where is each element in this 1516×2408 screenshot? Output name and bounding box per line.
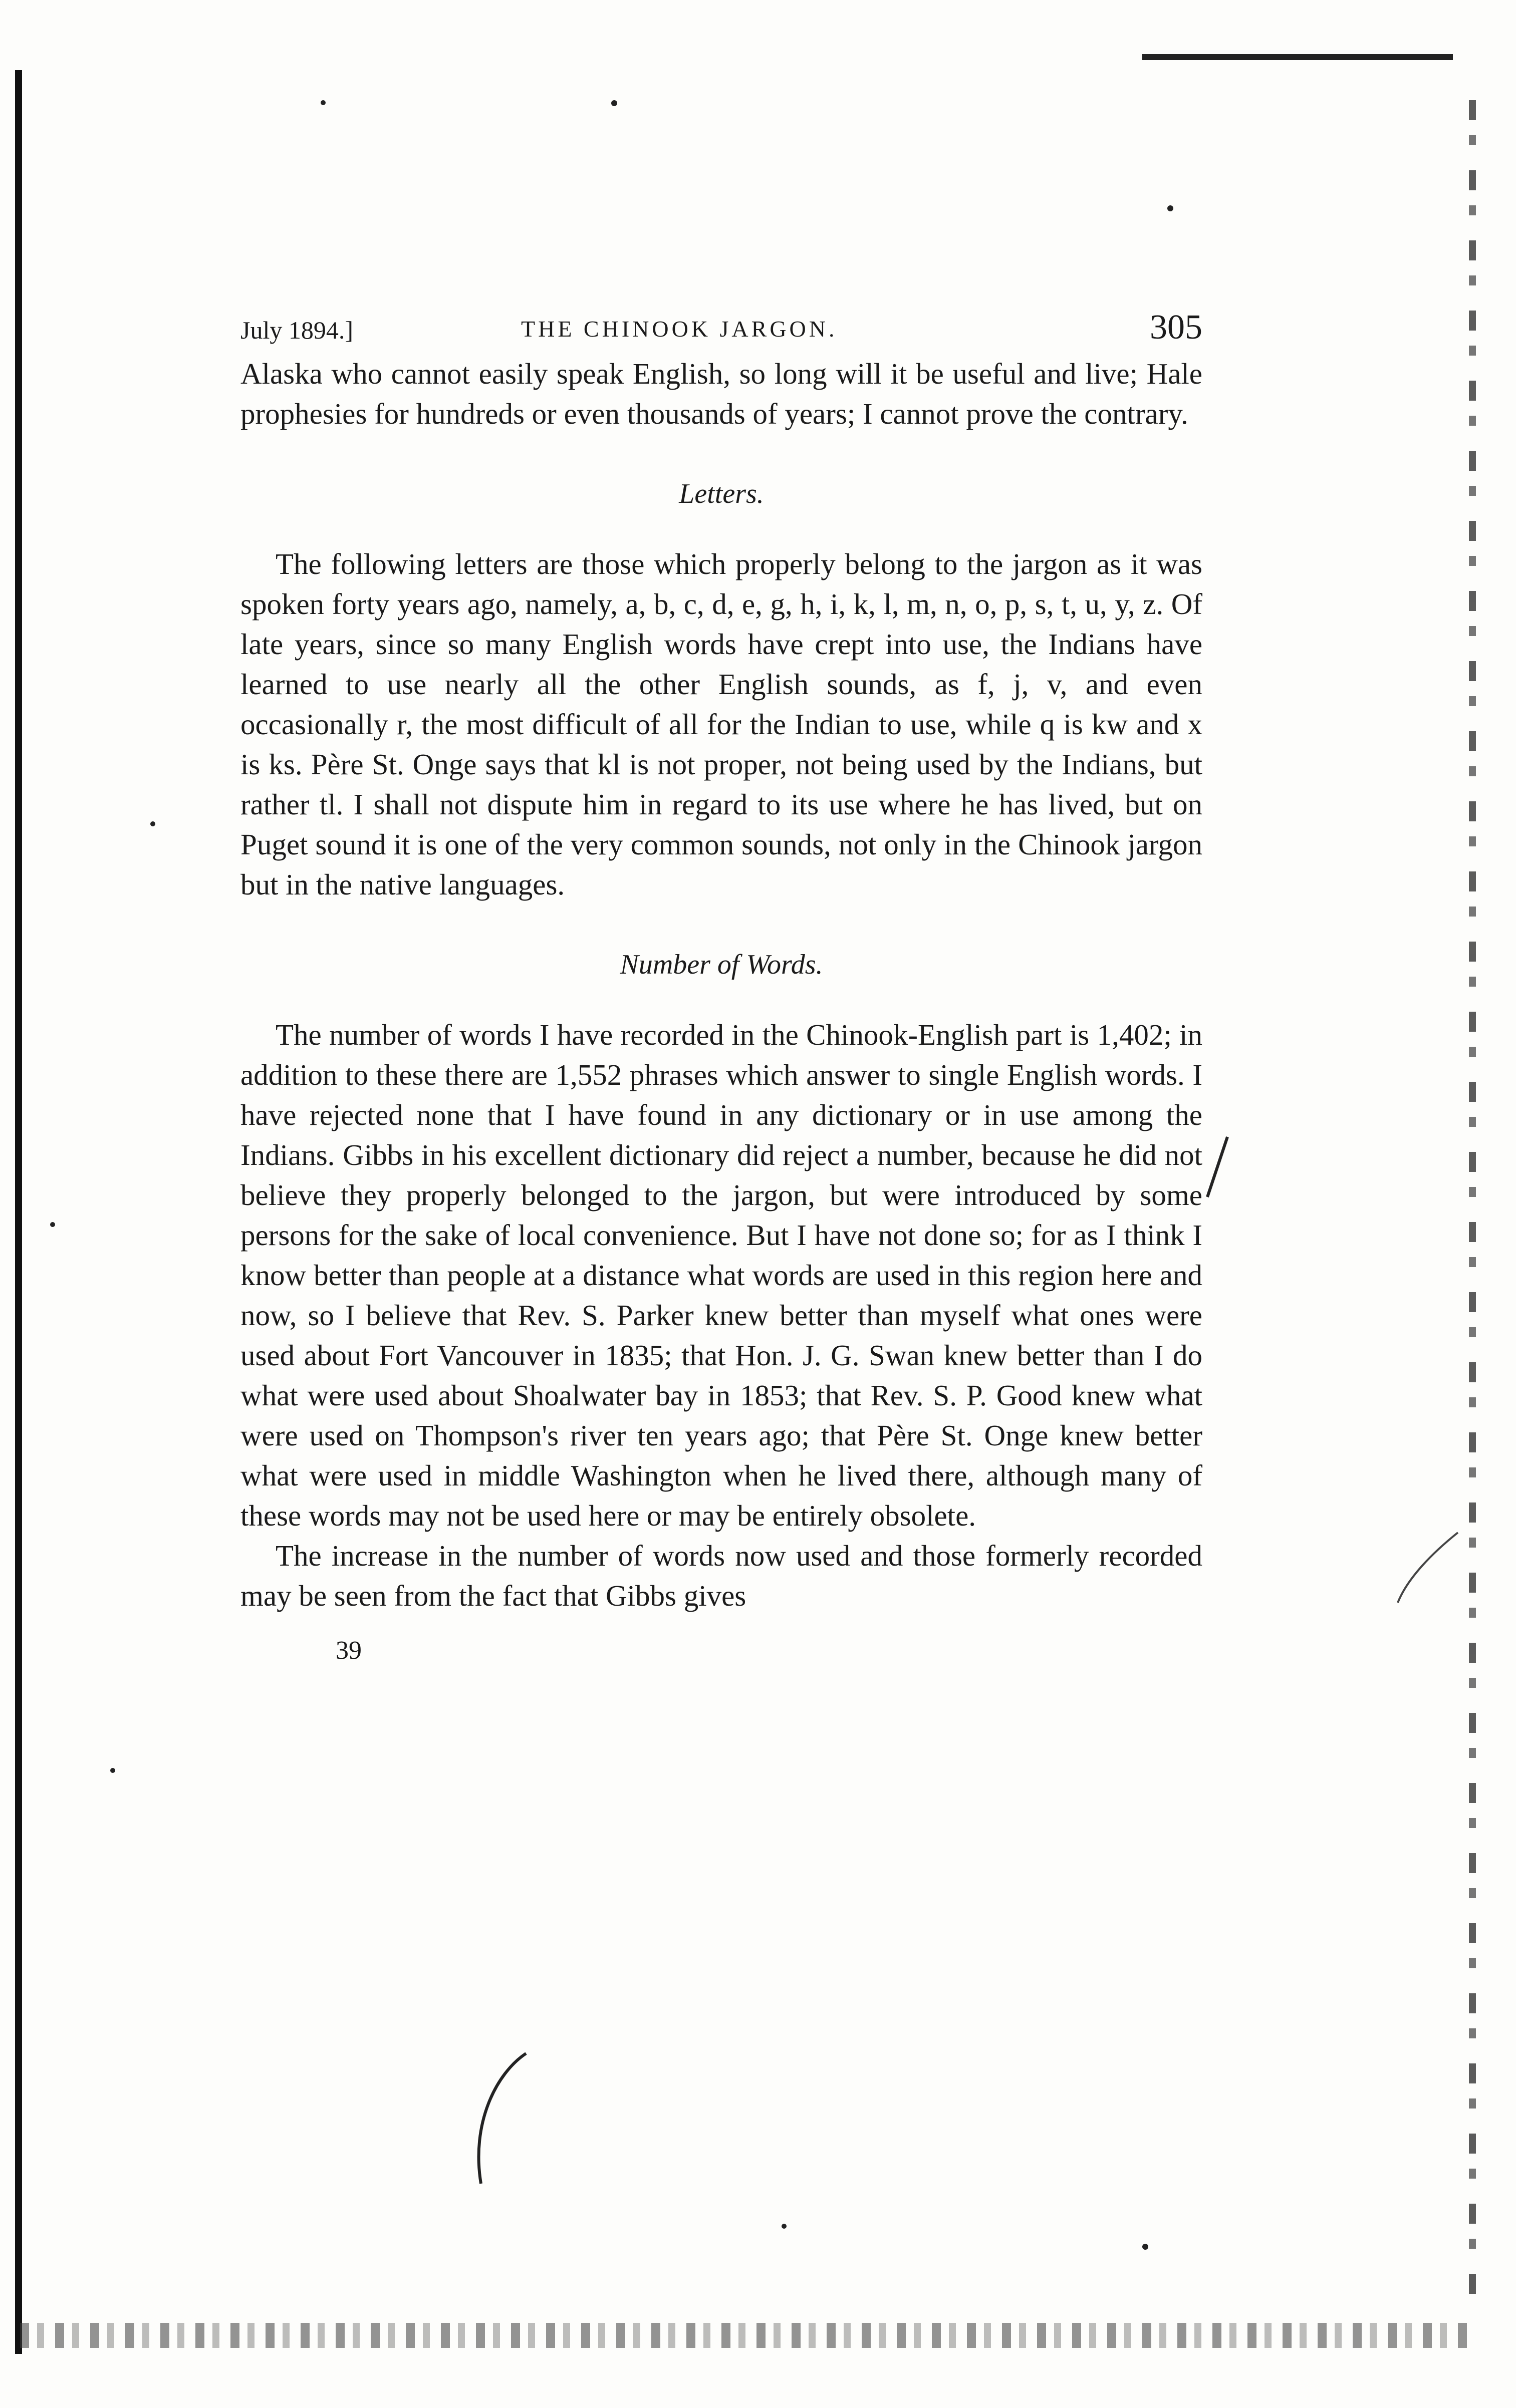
scan-right-edge	[1469, 100, 1476, 2304]
speck	[110, 1768, 115, 1773]
words-paragraph-1: The number of words I have recorded in the Chinook-English part is 1,402; in addition to these there are 1,552 phrases which answer to single English words. I have rejected none that I have found in any dictionary or in use among the Indians. Gibbs in his excellent dictionary did reject a number, because he did not believe they properly belonged to the jargon, but were introduced by some persons for the sake of local convenience. But I have not done so; for as I think I know better than people at a distance what words are used in this region here and now, so I believe that Rev. S. Parker knew better than myself what ones were used about Fort Vancouver in 1835; that Hon. J. G. Swan knew better than I do what were used about Shoalwater bay in 1853; that Rev. S. P. Good knew what were used on Thompson's river ten years ago; that Père St. Onge knew better what were used in middle Washington when he lived there, although many of these words may not be used here or may be entirely obsolete.	[240, 1018, 1202, 1532]
speck	[782, 2224, 787, 2229]
speck	[1142, 2244, 1148, 2250]
running-head	[240, 306, 1202, 351]
running-head-date: July 1894.]	[240, 316, 353, 344]
letters-heading: Letters.	[679, 478, 764, 509]
pen-stroke	[1393, 1528, 1463, 1608]
scan-binding-edge	[15, 70, 22, 2354]
speck	[1167, 205, 1173, 211]
letters-paragraph: The following letters are those which properly belong to the jargon as it was spoken forty years ago, namely, a, b, c, d, e, g, h, i, k, l, m, n, o, p, s, t, u, y, z. Of late years, since so many English words have crept into use, the Indians have learned to use nearly all the other English sounds, as f, j, v, and even occasionally r, the most difficult of all for the Indian to use, while q is kw and x is ks. Père St. Onge says that kl is not proper, not being used by the Indians, but rather tl. I shall not dispute him in regard to its use where he has lived, but on Puget sound it is one of the very common sounds, not only in the Chinook jargon but in the native languages.	[240, 547, 1202, 901]
words-paragraph-2: The increase in the number of words now used and those formerly recorded may be seen from the fact that Gibbs gives	[240, 1539, 1202, 1612]
signature-mark: 39	[336, 1636, 362, 1665]
running-head-title: THE CHINOOK JARGON.	[521, 316, 838, 342]
scan-bottom-smudge	[20, 2323, 1473, 2348]
intro-paragraph: Alaska who cannot easily speak English, so long will it be useful and live; Hale prophesies for hundreds or even thousands of years; I cannot prove the contrary.	[240, 357, 1202, 430]
scan-top-mark	[1142, 54, 1453, 60]
speck	[150, 821, 155, 826]
pen-stroke	[1202, 1132, 1232, 1202]
speck	[321, 100, 326, 105]
speck	[50, 1222, 55, 1227]
pen-stroke	[466, 2043, 536, 2194]
words-heading: Number of Words.	[620, 949, 823, 980]
page-number: 305	[1150, 308, 1202, 347]
speck	[611, 100, 617, 106]
page-content	[240, 306, 1202, 1665]
